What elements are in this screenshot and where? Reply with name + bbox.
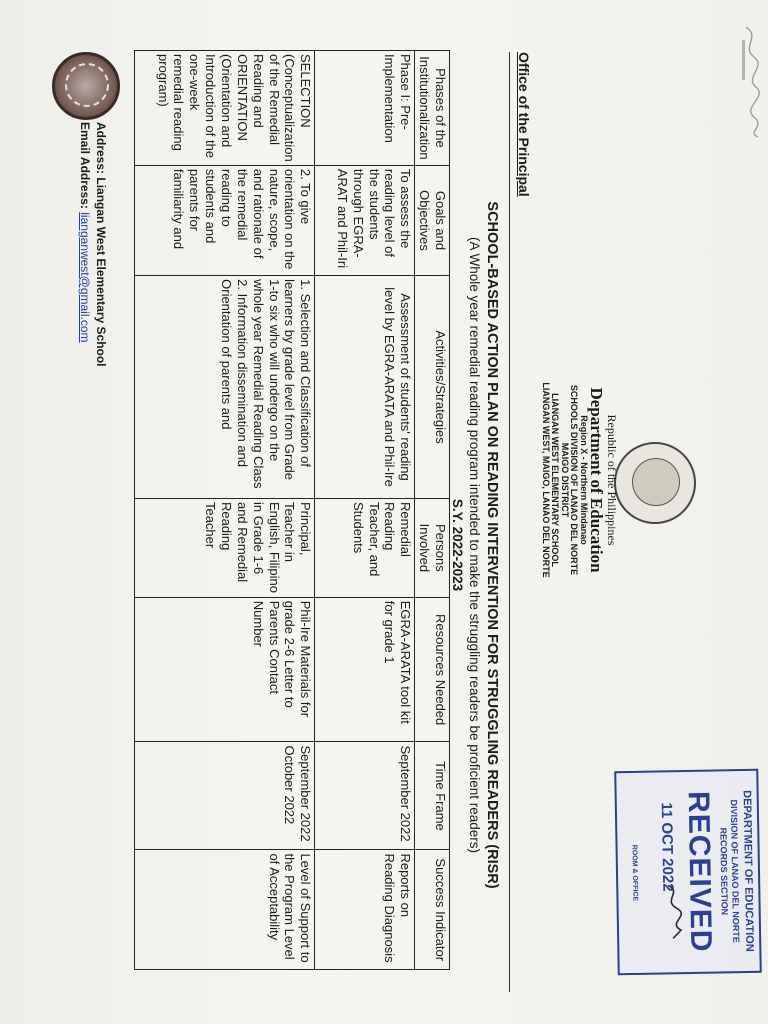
handwritten-note xyxy=(736,22,766,142)
letterhead-address: LIANGAN WEST, MAIGO, LANAO DEL NORTE xyxy=(540,382,551,578)
stamp-line1: DEPARTMENT OF EDUCATION xyxy=(740,790,756,952)
action-plan-table xyxy=(134,50,450,970)
cell-goal: 2. To give orientation on the nature, scope, and rationale of the remedial reading to students and parents for familiarity and xyxy=(135,165,315,275)
header-divider xyxy=(509,52,510,992)
document-title: SCHOOL-BASED ACTION PLAN ON READING INTERVENTION FOR STRUGGLING READERS (RISR) xyxy=(484,201,500,889)
table-row xyxy=(135,51,315,970)
header-success: Success Indicator xyxy=(415,850,450,970)
header-activities: Activities/Strategies xyxy=(415,276,450,499)
cell-success: Reports on Reading Diagnosis xyxy=(315,850,415,970)
cell-resources: EGRA-ARATA tool kit for grade 1 xyxy=(315,597,415,742)
office-label: Office of the Principal xyxy=(516,52,532,197)
email-label: Email Address: xyxy=(78,122,92,209)
letterhead xyxy=(540,300,618,660)
cell-activity: Assessment of students' reading level by EGRA-ARATA and Phil-Ire xyxy=(315,276,415,499)
stamp-signature xyxy=(660,882,687,942)
footer-address xyxy=(94,122,108,367)
letterhead-republic: Republic of the Philippines xyxy=(605,414,619,546)
stamp-footer: ROOM & OFFICE xyxy=(630,844,639,902)
logo-ring-icon xyxy=(65,63,109,107)
table-row xyxy=(315,51,415,970)
letterhead-department: Department of Education xyxy=(587,387,607,573)
cell-persons: Remedial Reading Teacher, and Students xyxy=(315,498,415,597)
header-resources: Resources Needed xyxy=(415,597,450,742)
received-stamp xyxy=(614,769,762,975)
stamp-line3: RECORDS SECTION xyxy=(718,827,730,916)
letterhead-school: LIANGAN WEST ELEMENTARY SCHOOL xyxy=(550,393,561,567)
header-phases: Phases of the Institutionalization xyxy=(415,51,450,166)
cell-time: September 2022 October 2022 xyxy=(135,742,315,850)
footer-email xyxy=(78,122,92,343)
header-time-frame: Time Frame xyxy=(415,742,450,850)
stamp-line2: DIVISION OF LANAO DEL NORTE xyxy=(728,799,742,943)
cell-resources: Phil-Ire Materials for grade 2-6 Letter to Parents Contact Number xyxy=(135,597,315,742)
address-label: Address: xyxy=(94,122,108,175)
letterhead-district: MAIGO DISTRICT xyxy=(559,442,570,518)
address-value: Liangan West Elementary School xyxy=(94,177,108,367)
deped-seal-icon xyxy=(614,442,696,524)
school-logo-icon xyxy=(52,52,120,120)
cell-activity: 1. Selection and Classification of learners by grade level from Grade 1-to six who will undergo on the whole year Remedial Reading Class 2. Information dissemination and Orientation of parents and xyxy=(135,276,315,499)
letterhead-division: SCHOOLS DIVISION OF LANAO DEL NORTE xyxy=(569,384,580,576)
cell-persons: Principal, Teacher in English, Filipino in Grade 1-6 and Remedial Reading Teacher xyxy=(135,498,315,597)
stamp-main: RECEIVED xyxy=(681,790,718,953)
cell-phase: Phase I: Pre-Implementation xyxy=(315,51,415,166)
cell-phase: SELECTION (Conceptualization of the Remedial Reading and ORIENTATION (Orientation and Introduction of the one-week remedial reading program) xyxy=(135,51,315,166)
school-year: S.Y. 2022-2023 xyxy=(450,498,465,592)
document-subtitle: (A Whole year remedial reading program intended to make the struggling readers be proficient readers) xyxy=(467,236,482,854)
letterhead-region: Region X - Northern Mindanao xyxy=(578,415,589,545)
cell-success: Level of Support to the Program Level of Acceptability xyxy=(135,850,315,970)
email-link[interactable]: lianganwest@gmail.com xyxy=(78,212,92,343)
header-persons: Persons Involved xyxy=(415,498,450,597)
cell-time: September 2022 xyxy=(315,742,415,850)
header-goals: Goals and Objectives xyxy=(415,165,450,275)
table-header-row xyxy=(415,51,450,970)
seal-inner-icon xyxy=(632,458,680,506)
cell-goal: To assess the reading level of the students through EGRA-ARAT and Phil-Iri xyxy=(315,165,415,275)
stamp-date: 11 OCT 2022 xyxy=(657,802,677,892)
